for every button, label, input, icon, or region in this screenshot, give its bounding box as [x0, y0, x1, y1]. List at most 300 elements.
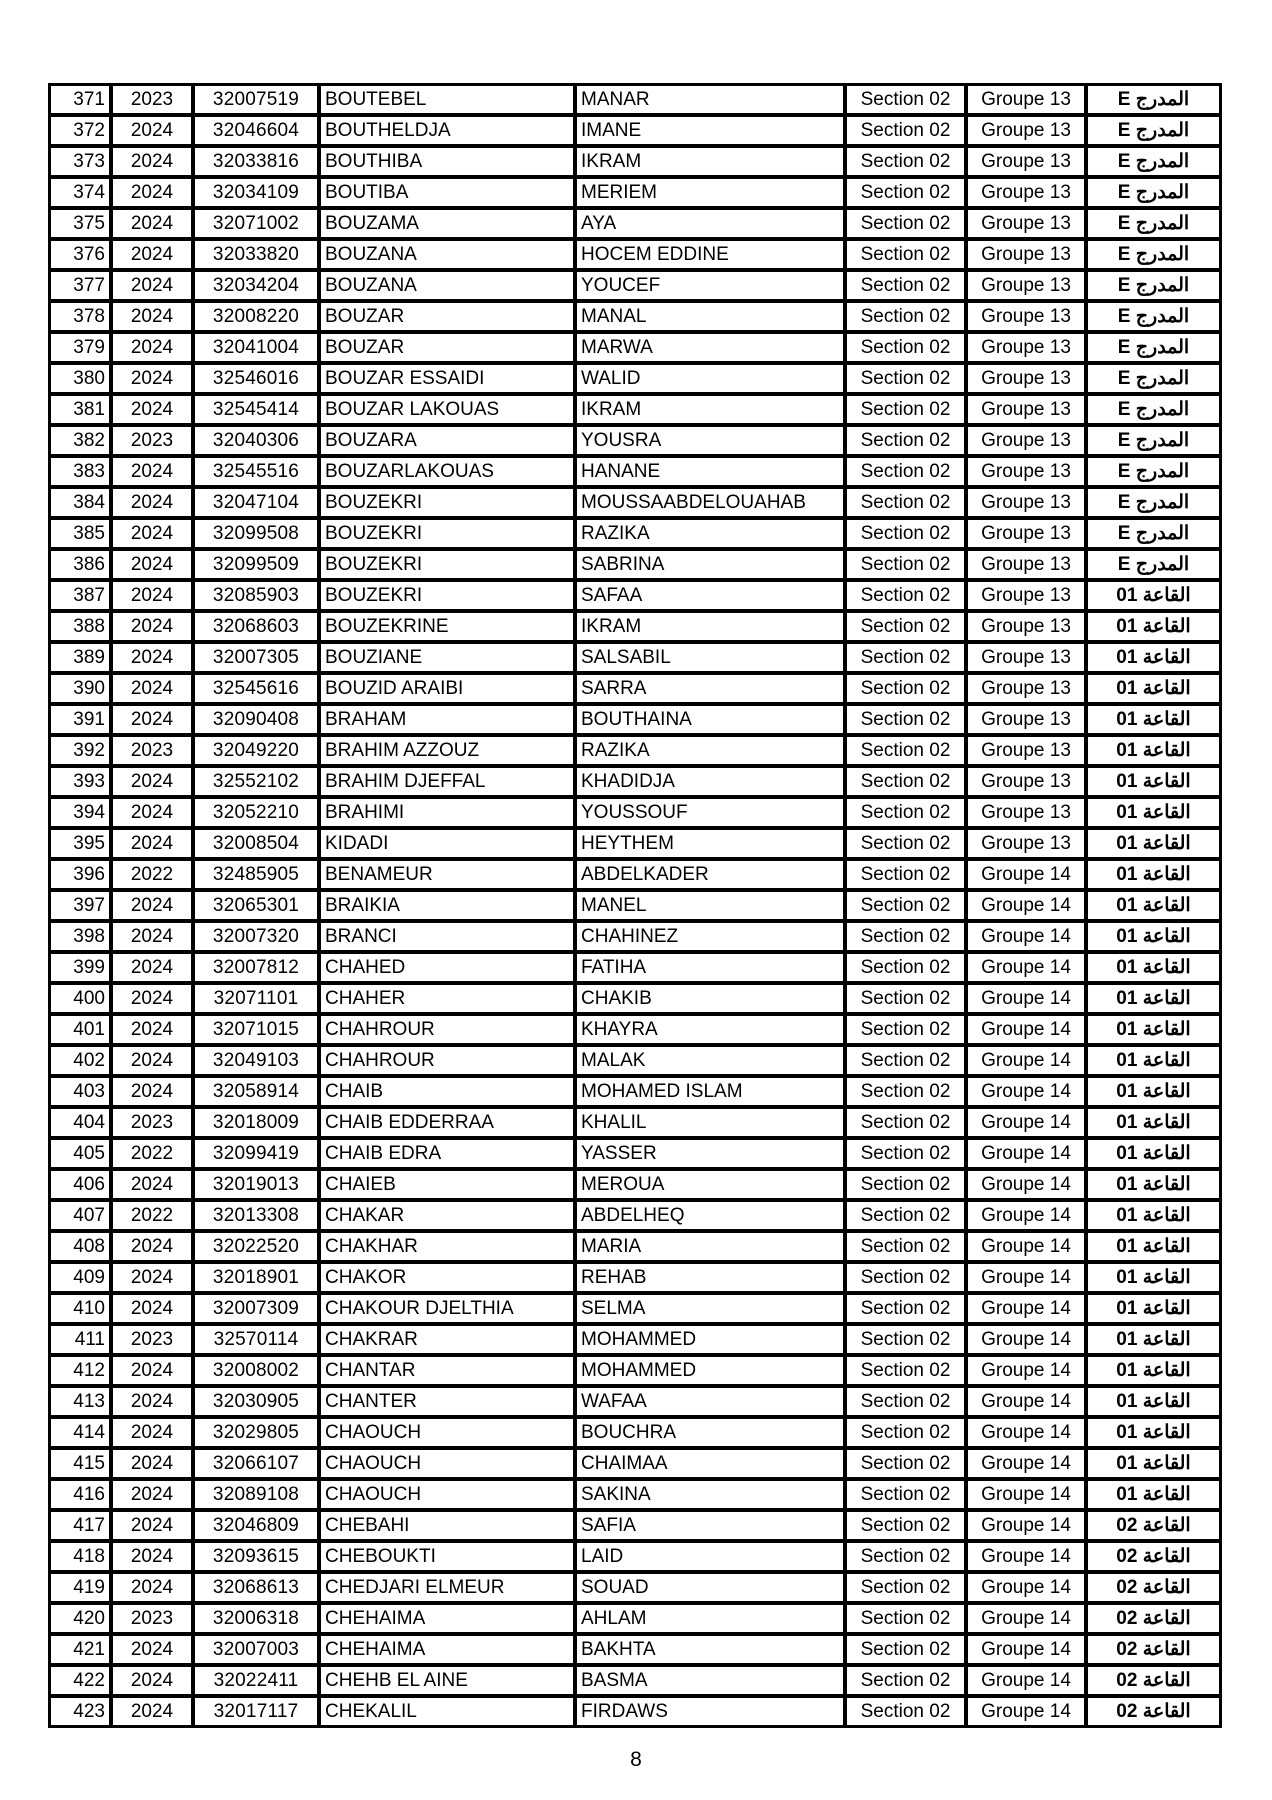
cell-first_name: AHLAM	[575, 1603, 845, 1634]
table-row	[49, 1324, 1221, 1355]
cell-room: المدرج E	[1086, 115, 1221, 146]
cell-student_id: 32007519	[193, 84, 319, 115]
cell-first_name: SAKINA	[575, 1479, 845, 1510]
cell-year: 2024	[111, 549, 193, 580]
cell-group: Groupe 13	[966, 301, 1086, 332]
cell-first_name: ABDELKADER	[575, 859, 845, 890]
cell-group: Groupe 14	[966, 983, 1086, 1014]
cell-group: Groupe 14	[966, 1076, 1086, 1107]
table-row	[49, 1541, 1221, 1572]
cell-student_id: 32545616	[193, 673, 319, 704]
table-row	[49, 1231, 1221, 1262]
cell-index: 420	[49, 1603, 111, 1634]
cell-student_id: 32034204	[193, 270, 319, 301]
cell-index: 418	[49, 1541, 111, 1572]
table-row	[49, 487, 1221, 518]
table-row	[49, 1603, 1221, 1634]
table-row	[49, 115, 1221, 146]
cell-first_name: MOHAMMED	[575, 1324, 845, 1355]
table-row	[49, 1665, 1221, 1696]
cell-first_name: CHAHINEZ	[575, 921, 845, 952]
cell-group: Groupe 14	[966, 1479, 1086, 1510]
cell-room: القاعة 01	[1086, 1076, 1221, 1107]
cell-room: القاعة 01	[1086, 1355, 1221, 1386]
cell-section: Section 02	[845, 1417, 966, 1448]
cell-first_name: ABDELHEQ	[575, 1200, 845, 1231]
cell-year: 2024	[111, 1355, 193, 1386]
table-row	[49, 1417, 1221, 1448]
cell-group: Groupe 13	[966, 208, 1086, 239]
table-row	[49, 1262, 1221, 1293]
cell-year: 2024	[111, 177, 193, 208]
cell-student_id: 32090408	[193, 704, 319, 735]
cell-group: Groupe 13	[966, 735, 1086, 766]
cell-index: 421	[49, 1634, 111, 1665]
cell-group: Groupe 13	[966, 332, 1086, 363]
cell-student_id: 32008002	[193, 1355, 319, 1386]
cell-student_id: 32058914	[193, 1076, 319, 1107]
cell-group: Groupe 13	[966, 456, 1086, 487]
cell-student_id: 32071101	[193, 983, 319, 1014]
cell-room: القاعة 01	[1086, 1107, 1221, 1138]
table-row	[49, 983, 1221, 1014]
cell-first_name: BOUTHAINA	[575, 704, 845, 735]
cell-last_name: BOUZANA	[319, 270, 575, 301]
cell-year: 2024	[111, 1510, 193, 1541]
cell-group: Groupe 14	[966, 1696, 1086, 1727]
cell-student_id: 32007812	[193, 952, 319, 983]
cell-last_name: BOUTHELDJA	[319, 115, 575, 146]
cell-room: القاعة 01	[1086, 1045, 1221, 1076]
table-row	[49, 766, 1221, 797]
cell-student_id: 32040306	[193, 425, 319, 456]
cell-first_name: SALSABIL	[575, 642, 845, 673]
cell-first_name: HANANE	[575, 456, 845, 487]
cell-student_id: 32041004	[193, 332, 319, 363]
cell-year: 2024	[111, 983, 193, 1014]
table-row	[49, 177, 1221, 208]
cell-room: القاعة 01	[1086, 1014, 1221, 1045]
cell-first_name: YOUCEF	[575, 270, 845, 301]
table-row	[49, 394, 1221, 425]
cell-year: 2024	[111, 1696, 193, 1727]
cell-first_name: MEROUA	[575, 1169, 845, 1200]
cell-room: القاعة 01	[1086, 797, 1221, 828]
cell-year: 2024	[111, 890, 193, 921]
table-row	[49, 332, 1221, 363]
cell-room: القاعة 01	[1086, 890, 1221, 921]
cell-index: 373	[49, 146, 111, 177]
cell-index: 375	[49, 208, 111, 239]
cell-section: Section 02	[845, 1200, 966, 1231]
cell-section: Section 02	[845, 1169, 966, 1200]
cell-student_id: 32546016	[193, 363, 319, 394]
cell-year: 2024	[111, 394, 193, 425]
cell-last_name: KIDADI	[319, 828, 575, 859]
cell-room: القاعة 02	[1086, 1665, 1221, 1696]
cell-last_name: BOUTEBEL	[319, 84, 575, 115]
cell-first_name: YOUSSOUF	[575, 797, 845, 828]
cell-first_name: MOUSSAABDELOUAHAB	[575, 487, 845, 518]
cell-group: Groupe 13	[966, 828, 1086, 859]
cell-last_name: BOUZARA	[319, 425, 575, 456]
cell-index: 377	[49, 270, 111, 301]
cell-section: Section 02	[845, 115, 966, 146]
cell-student_id: 32071002	[193, 208, 319, 239]
table-row	[49, 1386, 1221, 1417]
cell-section: Section 02	[845, 549, 966, 580]
cell-group: Groupe 13	[966, 549, 1086, 580]
table-row	[49, 1572, 1221, 1603]
cell-index: 386	[49, 549, 111, 580]
cell-index: 387	[49, 580, 111, 611]
cell-section: Section 02	[845, 208, 966, 239]
cell-index: 389	[49, 642, 111, 673]
table-row	[49, 549, 1221, 580]
cell-last_name: BRAHIMI	[319, 797, 575, 828]
cell-index: 423	[49, 1696, 111, 1727]
cell-section: Section 02	[845, 952, 966, 983]
cell-section: Section 02	[845, 1603, 966, 1634]
cell-group: Groupe 13	[966, 239, 1086, 270]
cell-last_name: BRAHIM DJEFFAL	[319, 766, 575, 797]
cell-section: Section 02	[845, 1696, 966, 1727]
cell-room: القاعة 02	[1086, 1541, 1221, 1572]
cell-section: Section 02	[845, 518, 966, 549]
cell-index: 393	[49, 766, 111, 797]
table-row	[49, 518, 1221, 549]
table-row	[49, 673, 1221, 704]
cell-section: Section 02	[845, 84, 966, 115]
cell-student_id: 32008220	[193, 301, 319, 332]
cell-student_id: 32052210	[193, 797, 319, 828]
cell-year: 2024	[111, 1572, 193, 1603]
cell-year: 2024	[111, 673, 193, 704]
cell-year: 2024	[111, 518, 193, 549]
cell-student_id: 32007003	[193, 1634, 319, 1665]
cell-last_name: CHEHAIMA	[319, 1634, 575, 1665]
cell-group: Groupe 14	[966, 1665, 1086, 1696]
cell-index: 382	[49, 425, 111, 456]
cell-group: Groupe 14	[966, 1200, 1086, 1231]
cell-last_name: CHAOUCH	[319, 1479, 575, 1510]
cell-index: 383	[49, 456, 111, 487]
cell-student_id: 32099508	[193, 518, 319, 549]
cell-group: Groupe 13	[966, 270, 1086, 301]
cell-room: القاعة 01	[1086, 1479, 1221, 1510]
cell-group: Groupe 14	[966, 1572, 1086, 1603]
cell-year: 2024	[111, 1417, 193, 1448]
cell-group: Groupe 14	[966, 1014, 1086, 1045]
cell-student_id: 32019013	[193, 1169, 319, 1200]
cell-student_id: 32099419	[193, 1138, 319, 1169]
cell-section: Section 02	[845, 1076, 966, 1107]
cell-group: Groupe 14	[966, 1355, 1086, 1386]
cell-last_name: BOUZEKRINE	[319, 611, 575, 642]
cell-last_name: BOUZIANE	[319, 642, 575, 673]
cell-student_id: 32545414	[193, 394, 319, 425]
table-row	[49, 1107, 1221, 1138]
table-row	[49, 239, 1221, 270]
cell-group: Groupe 14	[966, 952, 1086, 983]
cell-student_id: 32049220	[193, 735, 319, 766]
cell-year: 2024	[111, 1665, 193, 1696]
cell-last_name: BOUZAR	[319, 332, 575, 363]
cell-year: 2024	[111, 487, 193, 518]
cell-last_name: BOUZEKRI	[319, 549, 575, 580]
cell-room: القاعة 01	[1086, 611, 1221, 642]
cell-last_name: CHAHED	[319, 952, 575, 983]
cell-section: Section 02	[845, 363, 966, 394]
cell-year: 2024	[111, 146, 193, 177]
cell-year: 2024	[111, 1262, 193, 1293]
cell-year: 2023	[111, 1107, 193, 1138]
cell-room: القاعة 02	[1086, 1572, 1221, 1603]
cell-section: Section 02	[845, 611, 966, 642]
cell-student_id: 32007309	[193, 1293, 319, 1324]
cell-section: Section 02	[845, 270, 966, 301]
table-row	[49, 859, 1221, 890]
cell-first_name: SOUAD	[575, 1572, 845, 1603]
cell-year: 2023	[111, 84, 193, 115]
student-list-table	[48, 83, 1222, 1728]
cell-index: 422	[49, 1665, 111, 1696]
cell-section: Section 02	[845, 1138, 966, 1169]
cell-year: 2024	[111, 766, 193, 797]
cell-group: Groupe 13	[966, 518, 1086, 549]
cell-section: Section 02	[845, 1014, 966, 1045]
cell-first_name: CHAKIB	[575, 983, 845, 1014]
cell-first_name: MERIEM	[575, 177, 845, 208]
cell-first_name: YOUSRA	[575, 425, 845, 456]
cell-section: Section 02	[845, 1355, 966, 1386]
cell-year: 2024	[111, 580, 193, 611]
cell-student_id: 32068603	[193, 611, 319, 642]
cell-last_name: CHAKHAR	[319, 1231, 575, 1262]
cell-student_id: 32485905	[193, 859, 319, 890]
cell-first_name: BAKHTA	[575, 1634, 845, 1665]
cell-section: Section 02	[845, 1324, 966, 1355]
cell-last_name: BRAHAM	[319, 704, 575, 735]
table-row	[49, 1138, 1221, 1169]
cell-year: 2024	[111, 456, 193, 487]
cell-first_name: KHAYRA	[575, 1014, 845, 1045]
cell-room: المدرج E	[1086, 146, 1221, 177]
cell-student_id: 32017117	[193, 1696, 319, 1727]
cell-group: Groupe 13	[966, 611, 1086, 642]
cell-room: القاعة 01	[1086, 828, 1221, 859]
cell-year: 2024	[111, 1045, 193, 1076]
cell-student_id: 32570114	[193, 1324, 319, 1355]
cell-first_name: HEYTHEM	[575, 828, 845, 859]
cell-room: القاعة 01	[1086, 1231, 1221, 1262]
cell-room: القاعة 02	[1086, 1634, 1221, 1665]
cell-room: المدرج E	[1086, 456, 1221, 487]
cell-index: 400	[49, 983, 111, 1014]
cell-year: 2024	[111, 797, 193, 828]
cell-group: Groupe 13	[966, 146, 1086, 177]
cell-index: 397	[49, 890, 111, 921]
cell-room: القاعة 01	[1086, 704, 1221, 735]
cell-last_name: BOUZAMA	[319, 208, 575, 239]
cell-first_name: BASMA	[575, 1665, 845, 1696]
cell-first_name: RAZIKA	[575, 518, 845, 549]
table-row	[49, 301, 1221, 332]
cell-section: Section 02	[845, 983, 966, 1014]
cell-year: 2024	[111, 1169, 193, 1200]
cell-year: 2024	[111, 1634, 193, 1665]
cell-room: المدرج E	[1086, 332, 1221, 363]
cell-year: 2024	[111, 363, 193, 394]
cell-year: 2023	[111, 1324, 193, 1355]
cell-last_name: CHAHER	[319, 983, 575, 1014]
table-row	[49, 735, 1221, 766]
cell-section: Section 02	[845, 456, 966, 487]
cell-last_name: CHAIEB	[319, 1169, 575, 1200]
cell-room: المدرج E	[1086, 208, 1221, 239]
cell-section: Section 02	[845, 1572, 966, 1603]
cell-year: 2024	[111, 239, 193, 270]
cell-year: 2022	[111, 859, 193, 890]
cell-room: القاعة 01	[1086, 1324, 1221, 1355]
cell-student_id: 32085903	[193, 580, 319, 611]
cell-group: Groupe 14	[966, 859, 1086, 890]
cell-student_id: 32046809	[193, 1510, 319, 1541]
cell-first_name: MOHAMED ISLAM	[575, 1076, 845, 1107]
cell-year: 2024	[111, 208, 193, 239]
cell-student_id: 32029805	[193, 1417, 319, 1448]
cell-section: Section 02	[845, 177, 966, 208]
cell-index: 415	[49, 1448, 111, 1479]
cell-student_id: 32552102	[193, 766, 319, 797]
cell-section: Section 02	[845, 1045, 966, 1076]
cell-group: Groupe 13	[966, 704, 1086, 735]
cell-student_id: 32066107	[193, 1448, 319, 1479]
cell-index: 402	[49, 1045, 111, 1076]
cell-section: Section 02	[845, 239, 966, 270]
table-row	[49, 642, 1221, 673]
table-row	[49, 456, 1221, 487]
cell-room: القاعة 01	[1086, 1138, 1221, 1169]
cell-student_id: 32006318	[193, 1603, 319, 1634]
cell-first_name: SAFIA	[575, 1510, 845, 1541]
cell-first_name: BOUCHRA	[575, 1417, 845, 1448]
cell-year: 2022	[111, 1138, 193, 1169]
cell-index: 378	[49, 301, 111, 332]
cell-last_name: BOUTHIBA	[319, 146, 575, 177]
cell-section: Section 02	[845, 890, 966, 921]
cell-room: المدرج E	[1086, 270, 1221, 301]
cell-room: القاعة 01	[1086, 1262, 1221, 1293]
cell-first_name: WALID	[575, 363, 845, 394]
cell-last_name: BOUZEKRI	[319, 487, 575, 518]
cell-last_name: CHAIB	[319, 1076, 575, 1107]
cell-last_name: CHAHROUR	[319, 1045, 575, 1076]
cell-year: 2023	[111, 735, 193, 766]
cell-section: Section 02	[845, 1262, 966, 1293]
cell-group: Groupe 14	[966, 921, 1086, 952]
cell-year: 2024	[111, 115, 193, 146]
cell-index: 379	[49, 332, 111, 363]
cell-group: Groupe 13	[966, 425, 1086, 456]
cell-first_name: IKRAM	[575, 611, 845, 642]
cell-index: 403	[49, 1076, 111, 1107]
cell-last_name: BOUZAR	[319, 301, 575, 332]
cell-group: Groupe 14	[966, 1262, 1086, 1293]
cell-last_name: CHAKAR	[319, 1200, 575, 1231]
cell-room: القاعة 01	[1086, 642, 1221, 673]
table-row	[49, 1510, 1221, 1541]
cell-index: 396	[49, 859, 111, 890]
cell-section: Section 02	[845, 425, 966, 456]
cell-first_name: SELMA	[575, 1293, 845, 1324]
table-row	[49, 1169, 1221, 1200]
cell-student_id: 32047104	[193, 487, 319, 518]
cell-last_name: CHAIB EDRA	[319, 1138, 575, 1169]
cell-group: Groupe 13	[966, 115, 1086, 146]
cell-year: 2024	[111, 1541, 193, 1572]
cell-first_name: MALAK	[575, 1045, 845, 1076]
cell-room: القاعة 01	[1086, 1386, 1221, 1417]
cell-index: 392	[49, 735, 111, 766]
cell-group: Groupe 13	[966, 177, 1086, 208]
table-row	[49, 1293, 1221, 1324]
cell-last_name: CHEBAHI	[319, 1510, 575, 1541]
cell-group: Groupe 14	[966, 1169, 1086, 1200]
cell-year: 2024	[111, 828, 193, 859]
cell-year: 2024	[111, 1479, 193, 1510]
table-row	[49, 208, 1221, 239]
cell-first_name: AYA	[575, 208, 845, 239]
cell-first_name: KHADIDJA	[575, 766, 845, 797]
cell-year: 2024	[111, 921, 193, 952]
student-list-body	[49, 84, 1221, 1727]
cell-last_name: CHAOUCH	[319, 1417, 575, 1448]
cell-student_id: 32049103	[193, 1045, 319, 1076]
cell-group: Groupe 14	[966, 890, 1086, 921]
cell-first_name: CHAIMAA	[575, 1448, 845, 1479]
cell-student_id: 32099509	[193, 549, 319, 580]
table-row	[49, 84, 1221, 115]
cell-year: 2023	[111, 1603, 193, 1634]
cell-student_id: 32545516	[193, 456, 319, 487]
cell-first_name: MARWA	[575, 332, 845, 363]
cell-group: Groupe 13	[966, 766, 1086, 797]
cell-year: 2024	[111, 1076, 193, 1107]
cell-group: Groupe 14	[966, 1324, 1086, 1355]
cell-room: القاعة 01	[1086, 859, 1221, 890]
cell-year: 2022	[111, 1200, 193, 1231]
cell-section: Section 02	[845, 487, 966, 518]
cell-section: Section 02	[845, 642, 966, 673]
cell-last_name: CHAKOR	[319, 1262, 575, 1293]
cell-room: المدرج E	[1086, 84, 1221, 115]
table-row	[49, 890, 1221, 921]
cell-last_name: CHEBOUKTI	[319, 1541, 575, 1572]
cell-year: 2024	[111, 270, 193, 301]
cell-room: القاعة 02	[1086, 1603, 1221, 1634]
cell-index: 404	[49, 1107, 111, 1138]
table-row	[49, 1634, 1221, 1665]
cell-last_name: BOUZEKRI	[319, 580, 575, 611]
cell-year: 2024	[111, 704, 193, 735]
table-row	[49, 425, 1221, 456]
table-row	[49, 952, 1221, 983]
cell-section: Section 02	[845, 1510, 966, 1541]
cell-first_name: WAFAA	[575, 1386, 845, 1417]
page-number: 8	[630, 1748, 642, 1771]
cell-index: 408	[49, 1231, 111, 1262]
